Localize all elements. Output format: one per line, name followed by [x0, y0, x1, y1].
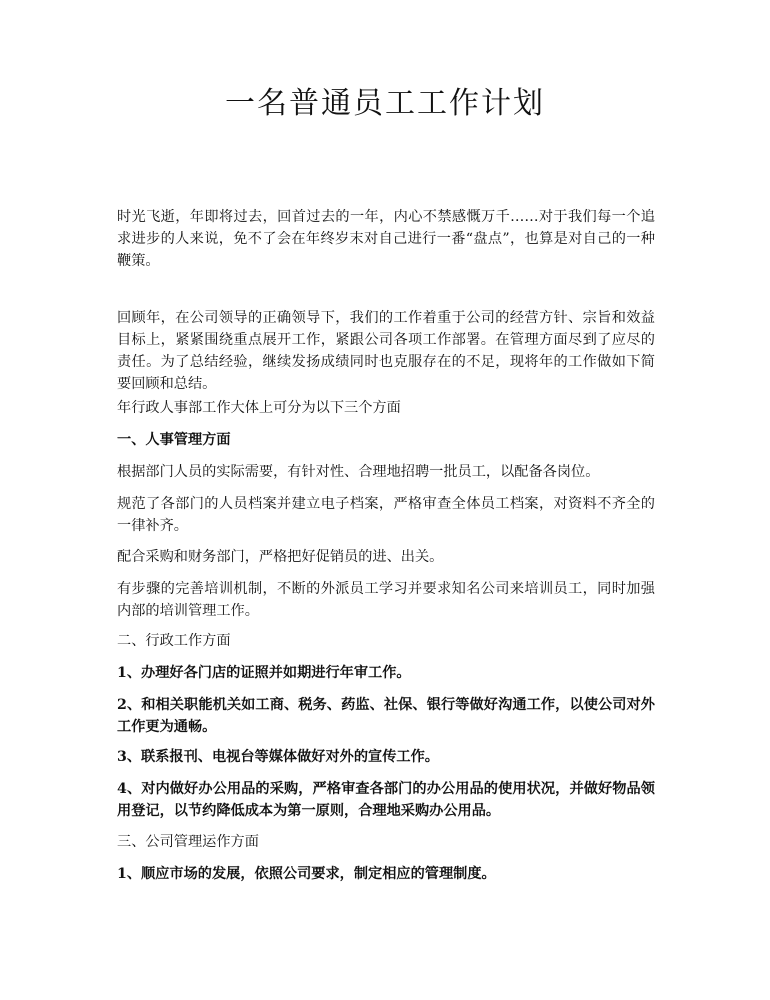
section-heading-personnel: 一、人事管理方面	[117, 432, 231, 448]
personnel-item: 规范了各部门的人员档案并建立电子档案，严格审查全体员工档案，对资料不齐全的一律补齐。	[117, 496, 655, 534]
document-title: 一名普通员工工作计划	[225, 86, 545, 121]
personnel-item: 根据部门人员的实际需要，有针对性、合理地招聘一批员工，以配备各岗位。	[117, 464, 600, 480]
admin-item: 1、办理好各门店的证照并如期进行年审工作。	[117, 665, 411, 681]
personnel-item: 配合采购和财务部门，严格把好促销员的进、出关。	[117, 549, 444, 565]
admin-item: 2、和相关职能机关如工商、税务、药监、社保、银行等做好沟通工作，以使公司对外工作更为通畅。	[117, 697, 655, 735]
section-heading-admin: 二、行政工作方面	[117, 633, 231, 649]
overview-paragraph: 年行政人事部工作大体上可分为以下三个方面	[117, 400, 401, 416]
admin-item: 3、联系报刊、电视台等媒体做好对外的宣传工作。	[117, 749, 439, 765]
intro-paragraph: 时光飞逝，年即将过去，回首过去的一年，内心不禁感慨万千……对于我们每一个追求进步的人来说，免不了会在年终岁末对自己进行一番“盘点”，也算是对自己的一种鞭策。	[117, 209, 655, 269]
admin-item: 4、对内做好办公用品的采购，严格审查各部门的办公用品的使用状况，并做好物品领用登记，以节约降低成本为第一原则，合理地采购办公用品。	[117, 781, 655, 819]
review-paragraph: 回顾年，在公司领导的正确领导下，我们的工作着重于公司的经营方针、宗旨和效益目标上，紧紧围绕重点展开工作，紧跟公司各项工作部署。在管理方面尽到了应尽的责任。为了总结经验，继续发扬成绩同时也克服存在的不足，现将年的工作做如下简要回顾和总结。	[117, 310, 655, 392]
personnel-item: 有步骤的完善培训机制，不断的外派员工学习并要求知名公司来培训员工，同时加强内部的培训管理工作。	[117, 581, 655, 619]
operations-item: 1、顺应市场的发展，依照公司要求，制定相应的管理制度。	[117, 866, 496, 882]
section-heading-operations: 三、公司管理运作方面	[117, 834, 259, 850]
